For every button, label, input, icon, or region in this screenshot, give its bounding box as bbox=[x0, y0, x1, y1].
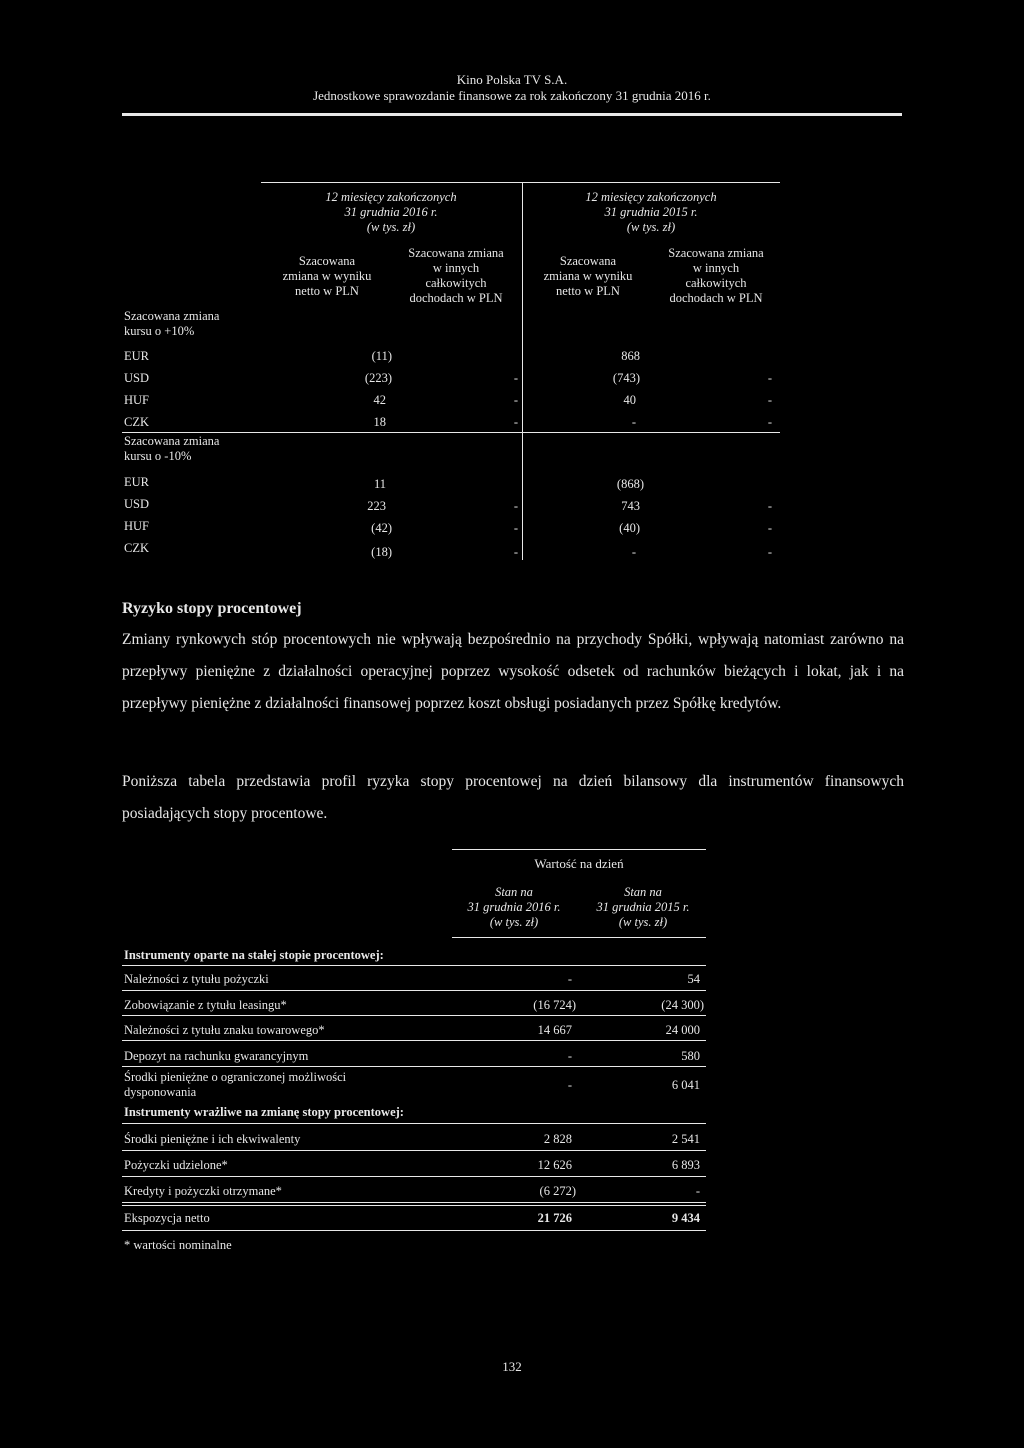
fx-row-r16: (11) bbox=[371, 349, 392, 363]
fx-row-ccy: HUF bbox=[124, 393, 150, 407]
section-rate-down: Szacowana zmiana kursu o -10% bbox=[124, 434, 220, 463]
fx-row-r15: 743 bbox=[621, 499, 640, 513]
header-rule bbox=[122, 113, 902, 116]
section-heading: Ryzyko stopy procentowej bbox=[122, 600, 302, 617]
period-2016-header: 12 miesięcy zakończonych 31 grudnia 2016 r. (w tys. zł) bbox=[325, 190, 457, 234]
col-result-2015: Szacowana zmiana w wyniku netto w PLN bbox=[543, 254, 633, 298]
row-label: Należności z tytułu pożyczki bbox=[124, 972, 269, 986]
group-fixed-label: Instrumenty oparte na stałej stopie procentowej: bbox=[124, 948, 384, 962]
fx-row-o15: - bbox=[767, 499, 772, 513]
group-variable-label: Instrumenty wrażliwe na zmianę stopy procentowej: bbox=[124, 1105, 404, 1119]
row-value-2015: (24 300) bbox=[661, 998, 704, 1012]
col-2015-header: Stan na 31 grudnia 2015 r. (w tys. zł) bbox=[596, 885, 690, 929]
row-rule bbox=[122, 1230, 706, 1231]
row-value-2016: 2 828 bbox=[543, 1132, 572, 1146]
report-title: Jednostkowe sprawozdanie finansowe za rok zakończony 31 grudnia 2016 r. bbox=[313, 88, 711, 103]
row-label: Kredyty i pożyczki otrzymane* bbox=[124, 1184, 282, 1198]
fx-row-o16: - bbox=[513, 521, 518, 535]
fx-row-ccy: USD bbox=[124, 497, 150, 511]
row-rule bbox=[122, 1066, 706, 1067]
value-header: Wartość na dzień bbox=[534, 856, 624, 871]
row-rule bbox=[122, 1176, 706, 1177]
fx-row-ccy: CZK bbox=[124, 415, 149, 429]
fx-row-r15: (40) bbox=[619, 521, 640, 535]
paragraph-2: Poniższa tabela przedstawia profil ryzyka stopy procentowej na dzień bilansowy dla instrumentów finansowych posiadających stopy procentowe. bbox=[122, 773, 904, 822]
col-oci-2016: Szacowana zmiana w innych całkowitych dochodach w PLN bbox=[408, 246, 504, 305]
fx-row-o16: - bbox=[513, 499, 518, 513]
fx-row-r16: (223) bbox=[364, 371, 392, 385]
fx-row-o15: - bbox=[767, 545, 772, 559]
row-value-2016: (16 724) bbox=[533, 998, 576, 1012]
fx-row-ccy: HUF bbox=[124, 519, 150, 533]
row-value-2016: - bbox=[567, 1078, 572, 1092]
row-value-2015: 24 000 bbox=[665, 1023, 700, 1037]
fx-row-r15: (868) bbox=[616, 477, 644, 491]
column-divider bbox=[522, 182, 523, 560]
fx-row-r16: 18 bbox=[373, 415, 386, 429]
row-value-2015: 6 041 bbox=[671, 1078, 700, 1092]
col-result-2016: Szacowana zmiana w wyniku netto w PLN bbox=[282, 254, 372, 298]
row-value-2016: - bbox=[567, 1049, 572, 1063]
fx-row-r16: 223 bbox=[367, 499, 386, 513]
row-value-2016: 14 667 bbox=[537, 1023, 572, 1037]
row-rule bbox=[122, 990, 706, 991]
fx-row-ccy: CZK bbox=[124, 541, 149, 555]
fx-row-o16: - bbox=[513, 393, 518, 407]
row-value-2015: 580 bbox=[681, 1049, 700, 1063]
fx-row-r15: 40 bbox=[623, 393, 636, 407]
fx-row-r16: (42) bbox=[371, 521, 392, 535]
row-rule bbox=[122, 1202, 706, 1203]
row-label: Depozyt na rachunku gwarancyjnym bbox=[124, 1049, 309, 1063]
table-top-rule bbox=[261, 182, 780, 183]
row-rule bbox=[122, 1040, 706, 1041]
col-oci-2015: Szacowana zmiana w innych całkowitych dochodach w PLN bbox=[668, 246, 764, 305]
fx-row-ccy: EUR bbox=[124, 475, 149, 489]
row-label: Środki pieniężne i ich ekwiwalenty bbox=[124, 1132, 301, 1146]
fx-row-o15: - bbox=[767, 371, 772, 385]
row-rule-double bbox=[122, 1205, 706, 1206]
row-rule bbox=[122, 1015, 706, 1016]
fx-row-r16: 42 bbox=[373, 393, 386, 407]
row-value-2015: - bbox=[695, 1184, 700, 1198]
fx-row-r15: - bbox=[631, 545, 636, 559]
fx-row-r15: 868 bbox=[621, 349, 640, 363]
row-value-2015: 54 bbox=[687, 972, 700, 986]
row-value-2015: 6 893 bbox=[671, 1158, 700, 1172]
section-rate-up: Szacowana zmiana kursu o +10% bbox=[124, 309, 220, 338]
fx-row-o16: - bbox=[513, 545, 518, 559]
section-rule bbox=[122, 432, 780, 433]
header-bottom-rule bbox=[452, 937, 706, 938]
fx-row-o16: - bbox=[513, 415, 518, 429]
row-value-2016: (6 272) bbox=[539, 1184, 576, 1198]
row-value-2015: 2 541 bbox=[671, 1132, 700, 1146]
row-label: Należności z tytułu znaku towarowego* bbox=[124, 1023, 325, 1037]
row-rule bbox=[122, 1123, 706, 1124]
table-top-rule bbox=[452, 849, 706, 850]
fx-row-r15: - bbox=[631, 415, 636, 429]
period-2015-header: 12 miesięcy zakończonych 31 grudnia 2015 r. (w tys. zł) bbox=[585, 190, 717, 234]
row-value-2016: 12 626 bbox=[537, 1158, 572, 1172]
fx-row-r15: (743) bbox=[612, 371, 640, 385]
fx-row-o16: - bbox=[513, 371, 518, 385]
row-label-restricted-cash: Środki pieniężne o ograniczonej możliwości dysponowania bbox=[124, 1070, 347, 1099]
fx-row-ccy: USD bbox=[124, 371, 150, 385]
fx-row-ccy: EUR bbox=[124, 349, 149, 363]
company-name: Kino Polska TV S.A. bbox=[456, 72, 568, 87]
row-label: Zobowiązanie z tytułu leasingu* bbox=[124, 998, 287, 1012]
fx-row-r16: (18) bbox=[371, 545, 392, 559]
fx-row-r16: 11 bbox=[373, 477, 386, 491]
net-exposure-2016: 21 726 bbox=[537, 1211, 572, 1225]
row-value-2016: - bbox=[567, 972, 572, 986]
footnote: * wartości nominalne bbox=[124, 1238, 232, 1252]
fx-row-o15: - bbox=[767, 393, 772, 407]
fx-row-o15: - bbox=[767, 415, 772, 429]
page-number: 132 bbox=[502, 1359, 522, 1374]
col-2016-header: Stan na 31 grudnia 2016 r. (w tys. zł) bbox=[467, 885, 561, 929]
net-exposure-label: Ekspozycja netto bbox=[124, 1211, 210, 1225]
fx-row-o15: - bbox=[767, 521, 772, 535]
row-rule bbox=[122, 965, 706, 966]
paragraph-1: Zmiany rynkowych stóp procentowych nie wpływają bezpośrednio na przychody Spółki, wpływają natomiast zarówno na przepływy pieniężne z działalności operacyjnej poprzez wysokość odsetek od rachunków bieżących i lokat, jak i na przepływy pieniężne z działalności finansowej poprzez koszt obsługi posiadanych przez Spółkę kredytów. bbox=[122, 631, 904, 712]
row-label: Pożyczki udzielone* bbox=[124, 1158, 228, 1172]
net-exposure-2015: 9 434 bbox=[671, 1211, 700, 1225]
row-rule bbox=[122, 1150, 706, 1151]
